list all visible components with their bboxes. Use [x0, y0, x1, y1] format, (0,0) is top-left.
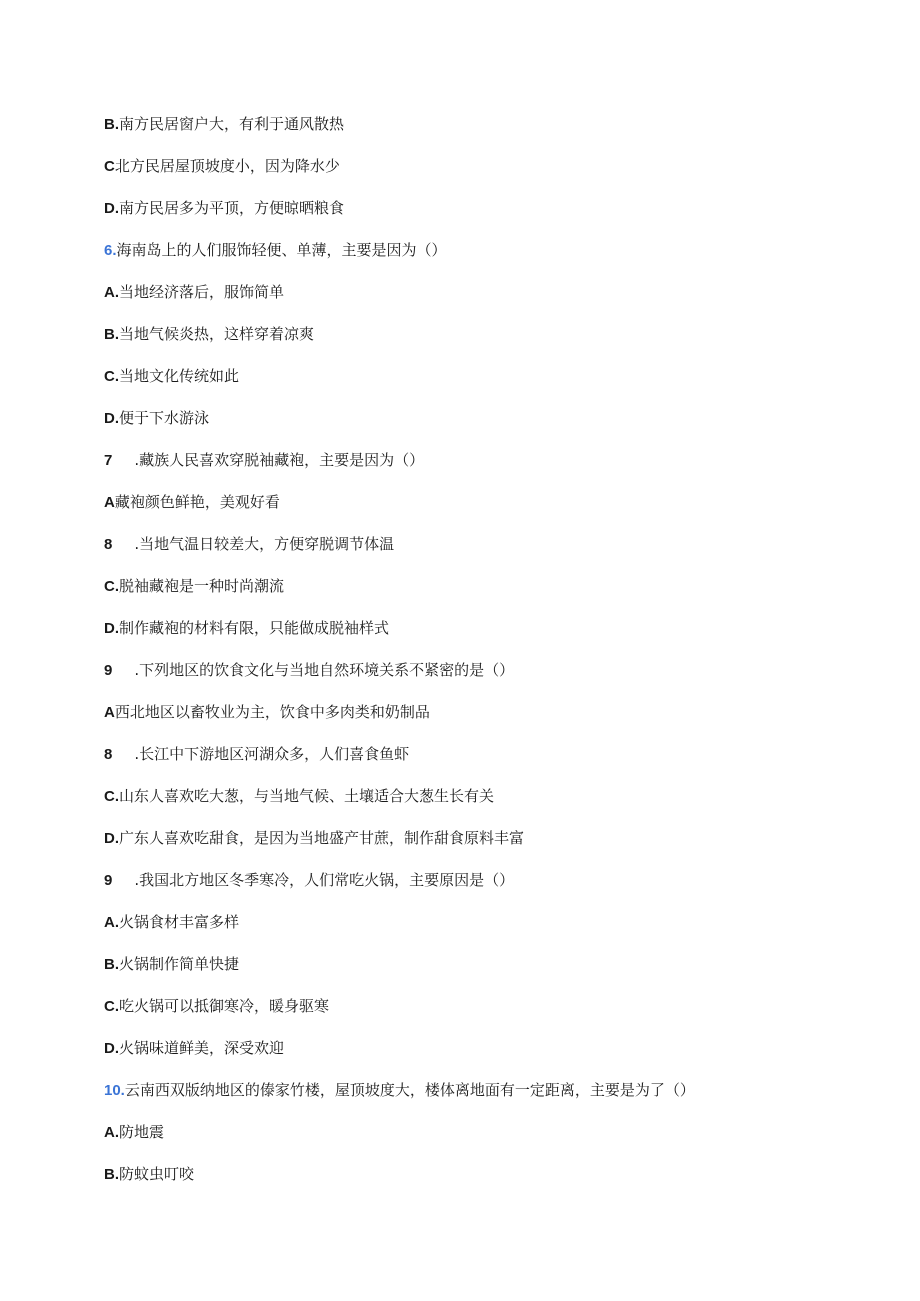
option-text: 吃火锅可以抵御寒冷，暖身驱寒 [119, 997, 330, 1015]
option-label: C. [104, 578, 119, 595]
question-number: 9 [104, 662, 113, 679]
option-text: 脱袖藏袍是一种时尚潮流 [119, 577, 285, 595]
option-text: 山东人喜欢吃大葱，与当地气候、土壤适合大葱生长有关 [119, 787, 495, 805]
option-line [104, 952, 239, 976]
option-line [104, 784, 494, 808]
option-line [104, 994, 329, 1018]
option-line [104, 826, 524, 850]
question-text: 海南岛上的人们服饰轻便、单薄，主要是因为（） [116, 241, 447, 259]
option-text: 当地文化传统如此 [119, 367, 240, 385]
option-label: B. [104, 956, 119, 973]
option-label: C. [104, 998, 119, 1015]
question-text: 云南西双版纳地区的傣家竹楼，屋顶坡度大，楼体离地面有一定距离，主要是为了（） [124, 1081, 695, 1099]
option-text: .当地气温日较差大，方便穿脱调节体温 [134, 535, 395, 553]
option-text: 广东人喜欢吃甜食，是因为当地盛产甘蔗，制作甜食原料丰富 [119, 829, 525, 847]
question-text: .我国北方地区冬季寒冷，人们常吃火锅，主要原因是（） [134, 871, 515, 889]
option-label: C. [104, 368, 119, 385]
option-line [104, 1162, 194, 1186]
question-line [104, 658, 514, 682]
option-line [104, 322, 314, 346]
option-label: 8 [104, 746, 113, 763]
option-label: C [104, 158, 115, 175]
option-text: 火锅食材丰富多样 [119, 913, 240, 931]
option-line [104, 196, 344, 220]
option-label: B. [104, 326, 119, 343]
option-label: D. [104, 1040, 119, 1057]
option-label: A. [104, 284, 119, 301]
option-text: 西北地区以畜牧业为主，饮食中多肉类和奶制品 [114, 703, 430, 721]
option-text: 火锅味道鲜美，深受欢迎 [119, 1039, 285, 1057]
option-line [104, 742, 409, 766]
option-label: D. [104, 830, 119, 847]
option-line [104, 910, 239, 934]
option-text: 制作藏袍的材料有限，只能做成脱袖样式 [119, 619, 390, 637]
option-line [104, 364, 239, 388]
option-text: 藏袍颜色鲜艳，美观好看 [114, 493, 280, 511]
question-text: .藏族人民喜欢穿脱袖藏袍，主要是因为（） [134, 451, 425, 469]
question-number: 6. [104, 242, 117, 259]
option-text: 北方民居屋顶坡度小，因为降水少 [114, 157, 340, 175]
option-text: 南方民居多为平顶，方便晾晒粮食 [119, 199, 345, 217]
option-line [104, 574, 284, 598]
question-line [104, 238, 447, 262]
option-text: 当地经济落后，服饰简单 [119, 283, 285, 301]
option-label: A [104, 704, 115, 721]
option-text: 防地震 [119, 1123, 165, 1141]
option-line [104, 406, 209, 430]
option-line [104, 1036, 284, 1060]
option-label: D. [104, 200, 119, 217]
option-line [104, 700, 430, 724]
option-text: 南方民居窗户大，有利于通风散热 [119, 115, 345, 133]
question-number: 7 [104, 452, 113, 469]
option-label: B. [104, 1166, 119, 1183]
option-label: D. [104, 410, 119, 427]
option-label: A. [104, 914, 119, 931]
option-line [104, 280, 284, 304]
option-label: C. [104, 788, 119, 805]
option-line [104, 616, 389, 640]
option-label: 8 [104, 536, 113, 553]
question-line [104, 868, 514, 892]
option-line [104, 112, 344, 136]
option-label: B. [104, 116, 119, 133]
option-text: 火锅制作简单快捷 [119, 955, 240, 973]
option-line [104, 490, 280, 514]
option-line [104, 1120, 164, 1144]
option-label: A. [104, 1124, 119, 1141]
option-label: A [104, 494, 115, 511]
option-text: 当地气候炎热，这样穿着凉爽 [119, 325, 315, 343]
question-line [104, 1078, 695, 1102]
question-number: 9 [104, 872, 113, 889]
option-text: .长江中下游地区河湖众多，人们喜食鱼虾 [134, 745, 410, 763]
question-line [104, 448, 424, 472]
option-line [104, 532, 394, 556]
question-number: 10. [104, 1082, 125, 1099]
option-line [104, 154, 340, 178]
option-label: D. [104, 620, 119, 637]
option-text: 防蚊虫叮咬 [119, 1165, 195, 1183]
option-text: 便于下水游泳 [119, 409, 210, 427]
question-text: .下列地区的饮食文化与当地自然环境关系不紧密的是（） [134, 661, 515, 679]
